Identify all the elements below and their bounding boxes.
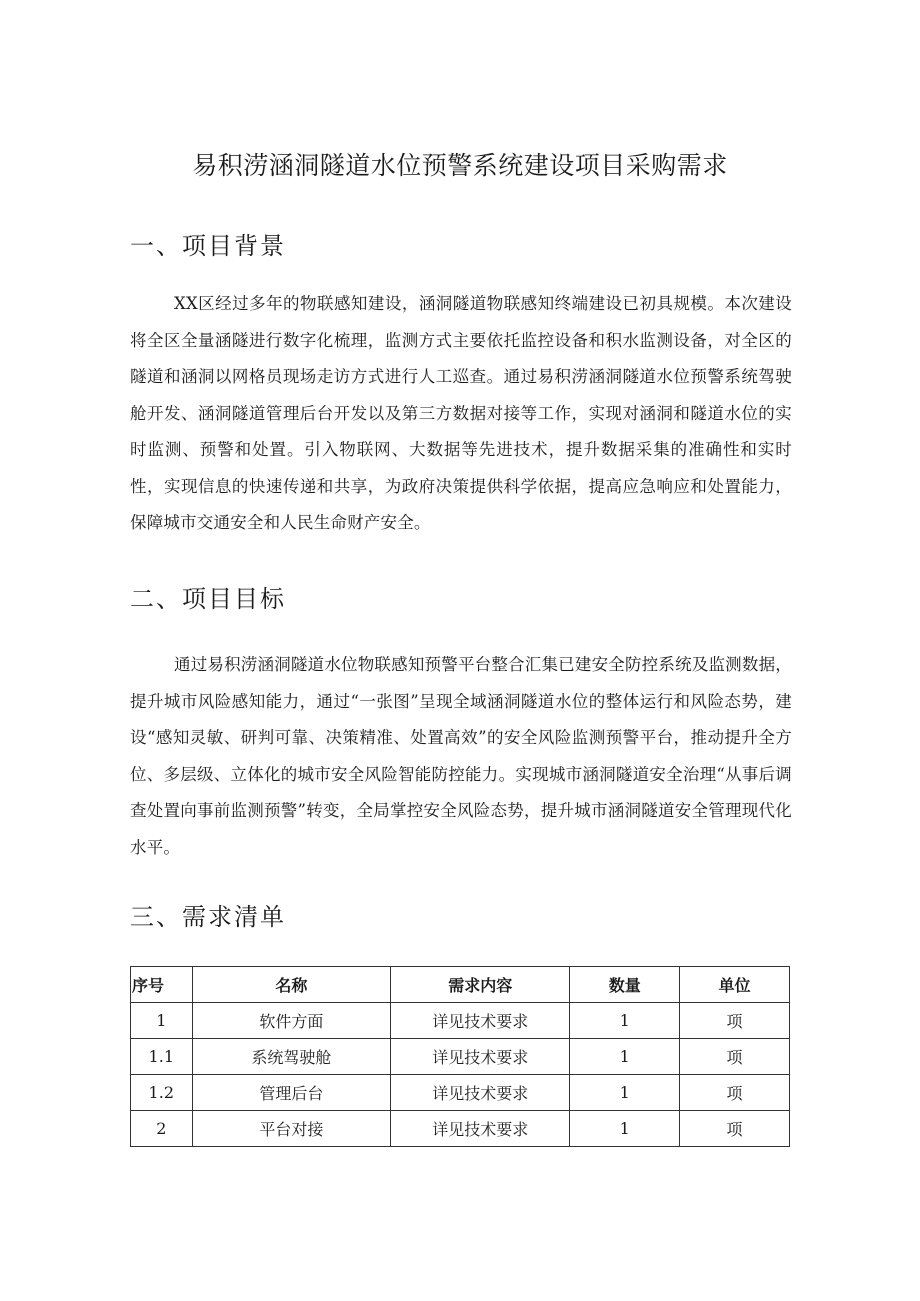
cell-index: 2 (131, 1111, 193, 1147)
cell-index: 1.2 (131, 1075, 193, 1111)
cell-index: 1.1 (131, 1039, 193, 1075)
cell-content: 详见技术要求 (391, 1039, 570, 1075)
cell-name: 平台对接 (192, 1111, 391, 1147)
cell-name: 系统驾驶舱 (192, 1039, 391, 1075)
page-title: 易积涝涵洞隧道水位预警系统建设项目采购需求 (192, 151, 728, 180)
cell-content: 详见技术要求 (391, 1075, 570, 1111)
section-heading-requirements: 三、需求清单 (130, 903, 286, 931)
header-content: 需求内容 (391, 967, 570, 1003)
section-heading-background: 一、项目背景 (130, 232, 286, 260)
requirements-table (130, 966, 790, 1147)
header-unit: 单位 (680, 967, 790, 1003)
cell-quantity: 1 (570, 1111, 680, 1147)
cell-unit: 项 (680, 1075, 790, 1111)
header-quantity: 数量 (570, 967, 680, 1003)
cell-content: 详见技术要求 (391, 1111, 570, 1147)
table-row (131, 1039, 790, 1075)
cell-name: 管理后台 (192, 1075, 391, 1111)
background-paragraph: XX区经过多年的物联感知建设，涵洞隧道物联感知终端建设已初具规模。本次建设将全区全量涵隧进行数字化梳理，监测方式主要依托监控设备和积水监测设备，对全区的隧道和涵洞以网格员现场走访方式进行人工巡查。通过易积涝涵洞隧道水位预警系统驾驶舱开发、涵洞隧道管理后台开发以及第三方数据对接等工作，实现对涵洞和隧道水位的实时监测、预警和处置。引入物联网、大数据等先进技术，提升数据采集的准确性和实时性，实现信息的快速传递和共享，为政府决策提供科学依据，提高应急响应和处置能力，保障城市交通安全和人民生命财产安全。 (130, 294, 792, 532)
header-name: 名称 (192, 967, 391, 1003)
goals-paragraph: 通过易积涝涵洞隧道水位物联感知预警平台整合汇集已建安全防控系统及监测数据，提升城市风险感知能力，通过“一张图”呈现全域涵洞隧道水位的整体运行和风险态势，建设“感知灵敏、研判可靠、决策精准、处置高效”的安全风险监测预警平台，推动提升全方位、多层级、立体化的城市安全风险智能防控能力。实现城市涵洞隧道安全治理“从事后调查处置向事前监测预警”转变，全局掌控安全风险态势，提升城市涵洞隧道安全管理现代化水平。 (130, 655, 792, 857)
cell-quantity: 1 (570, 1075, 680, 1111)
cell-quantity: 1 (570, 1039, 680, 1075)
section-heading-goals: 二、项目目标 (130, 585, 286, 613)
header-index: 序号 (131, 967, 193, 1003)
cell-content: 详见技术要求 (391, 1003, 570, 1039)
table-header-row (131, 967, 790, 1003)
cell-name: 软件方面 (192, 1003, 391, 1039)
cell-unit: 项 (680, 1039, 790, 1075)
table-row (131, 1111, 790, 1147)
table-row (131, 1075, 790, 1111)
cell-quantity: 1 (570, 1003, 680, 1039)
table-row (131, 1003, 790, 1039)
cell-index: 1 (131, 1003, 193, 1039)
cell-unit: 项 (680, 1003, 790, 1039)
cell-unit: 项 (680, 1111, 790, 1147)
